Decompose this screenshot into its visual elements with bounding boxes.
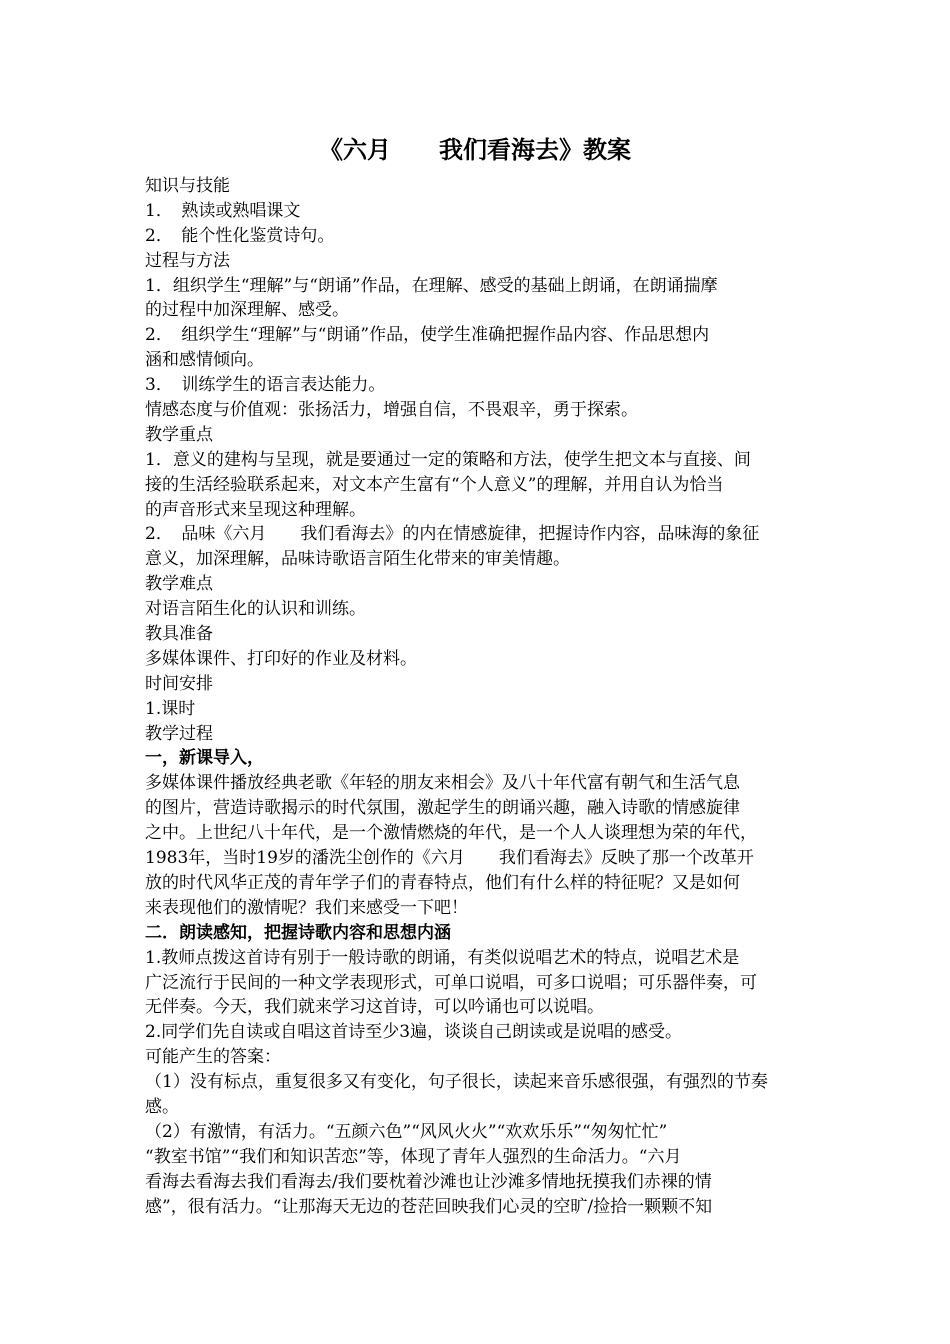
document-body <box>145 174 809 1219</box>
text-line: 无伴奏。今天，我们就来学习这首诗，可以吟诵也可以说唱。 <box>145 997 604 1018</box>
text-line: 2． 品味《六月 我们看海去》的内在情感旋律，把握诗作内容，品味海的象征 <box>145 524 760 545</box>
text-line: 多媒体课件播放经典老歌《年轻的朋友来相会》及八十年代富有朝气和生活气息 <box>145 773 740 794</box>
document-title: 《六月 我们看海去》教案 <box>319 135 631 164</box>
text-line: 之中。上世纪八十年代，是一个激情燃烧的年代，是一个人人谈理想为荣的年代， <box>145 823 757 844</box>
text-line: 过程与方法 <box>145 250 230 271</box>
text-line: 的图片，营造诗歌揭示的时代氛围，激起学生的朗诵兴趣，融入诗歌的情感旋律 <box>145 798 740 819</box>
text-line: 教学难点 <box>145 574 213 595</box>
text-line: 来表现他们的激情呢？我们来感受一下吧！ <box>145 897 468 918</box>
text-line: 可能产生的答案： <box>145 1047 281 1068</box>
text-line: 教学重点 <box>145 424 213 445</box>
text-line: 2． 能个性化鉴赏诗句。 <box>145 225 335 246</box>
text-line: 1．组织学生“理解”与“朗诵”作品，在理解、感受的基础上朗诵，在朗诵揣摩 <box>145 275 718 296</box>
text-line: （2）有激情，有活力。“五颜六色”“风风火火”“欢欢乐乐”“匆匆忙忙” <box>145 1121 668 1142</box>
text-line: 1． 熟读或熟唱课文 <box>145 200 301 221</box>
text-line: 2.同学们先自读或自唱这首诗至少3遍，谈谈自己朗读或是说唱的感受。 <box>145 1022 683 1043</box>
text-line: 感。 <box>145 1096 179 1117</box>
text-line: 1．意义的建构与呈现，就是要通过一定的策略和方法，使学生把文本与直接、间 <box>145 449 751 470</box>
text-line: 涵和感情倾向。 <box>145 350 264 371</box>
text-line: 3． 训练学生的语言表达能力。 <box>145 375 386 396</box>
text-line: 感”，很有活力。“让那海天无边的苍茫回映我们心灵的空旷/捡拾一颗颗不知 <box>145 1196 713 1217</box>
text-line: 放的时代风华正茂的青年学子们的青春特点，他们有什么样的特征呢？又是如何 <box>145 872 740 893</box>
text-line: 的声音形式来呈现这种理解。 <box>145 499 366 520</box>
text-line: “教室书馆”“我们和知识苦恋”等，体现了青年人强烈的生命活力。“六月 <box>145 1146 682 1167</box>
text-line: 1.教师点拨这首诗有别于一般诗歌的朗诵，有类似说唱艺术的特点，说唱艺术是 <box>145 947 740 968</box>
text-line: 多媒体课件、打印好的作业及材料。 <box>145 648 417 669</box>
text-line: （1）没有标点，重复很多又有变化，句子很长，读起来音乐感很强，有强烈的节奏 <box>145 1072 768 1093</box>
text-line: 接的生活经验联系起来，对文本产生富有“个人意义”的理解，并用自认为恰当 <box>145 474 724 495</box>
text-line: 教学过程 <box>145 723 213 744</box>
section-heading-line: 一，新课导入， <box>145 748 264 769</box>
text-line: 情感态度与价值观：张扬活力，增强自信，不畏艰辛，勇于探索。 <box>145 400 638 421</box>
text-line: 教具准备 <box>145 624 213 645</box>
text-line: 意义，加深理解，品味诗歌语言陌生化带来的审美情趣。 <box>145 549 570 570</box>
text-line: 2． 组织学生“理解”与“朗诵”作品，使学生准确把握作品内容、作品思想内 <box>145 325 710 346</box>
text-line: 对语言陌生化的认识和训练。 <box>145 599 366 620</box>
section-heading-line: 二．朗读感知，把握诗歌内容和思想内涵 <box>145 922 451 943</box>
text-line: 1.课时 <box>145 698 196 719</box>
text-line: 时间安排 <box>145 673 213 694</box>
text-line: 1983年，当时19岁的潘洗尘创作的《六月 我们看海去》反映了那一个改革开 <box>145 848 754 869</box>
text-line: 广泛流行于民间的一种文学表现形式，可单口说唱，可多口说唱；可乐器伴奏，可 <box>145 972 757 993</box>
text-line: 的过程中加深理解、感受。 <box>145 300 349 321</box>
text-line: 知识与技能 <box>145 176 230 196</box>
text-line: 看海去看海去我们看海去/我们要枕着沙滩也让沙滩多情地抚摸我们赤裸的情 <box>145 1171 712 1192</box>
